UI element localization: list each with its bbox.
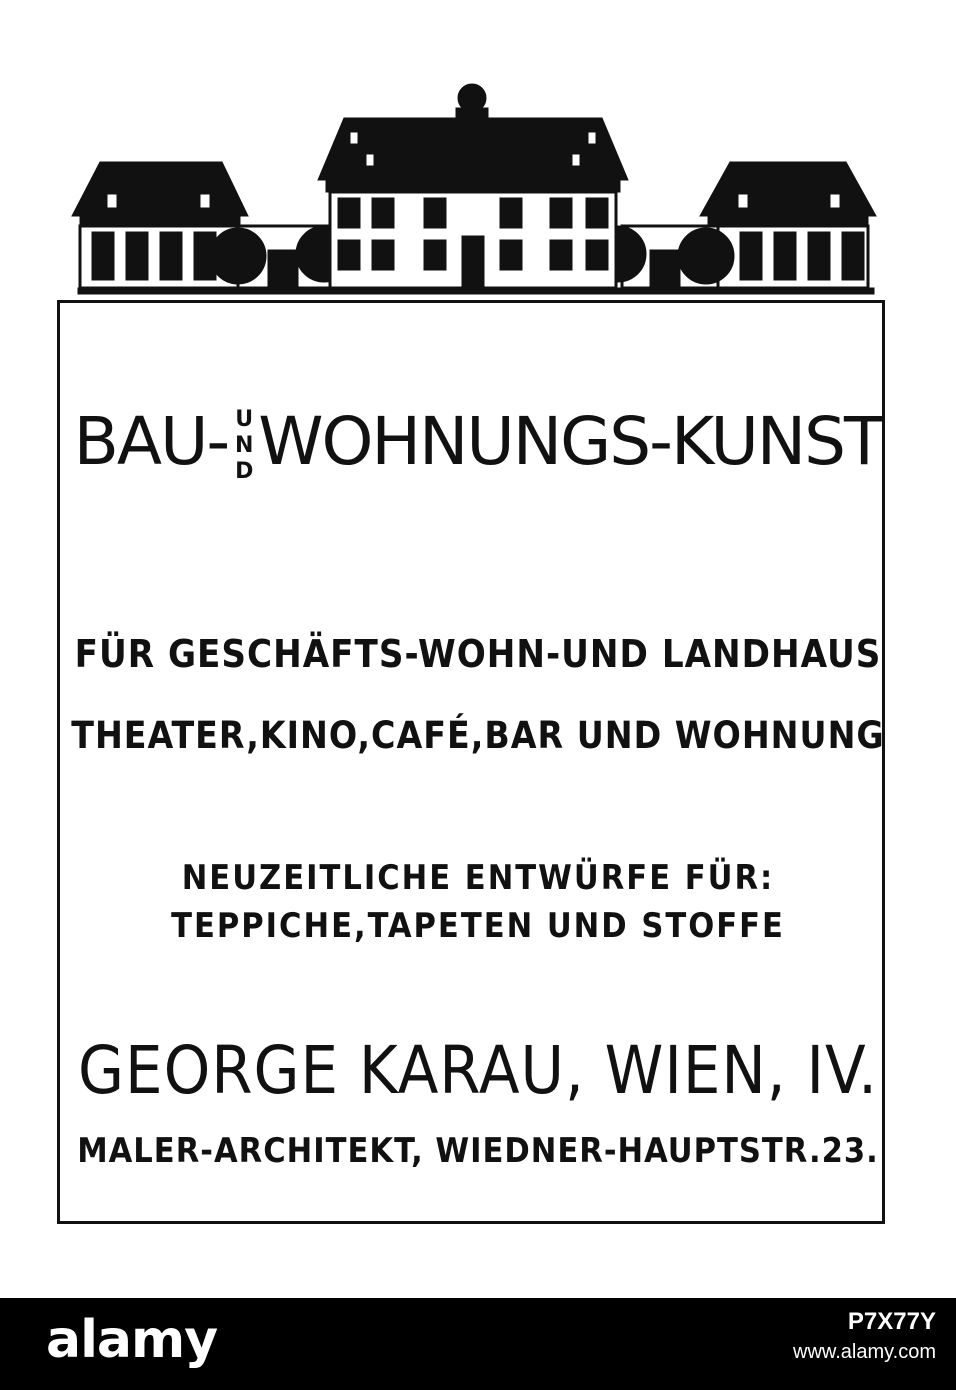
headline-right: WOHNUNGS-KUNST: [258, 403, 883, 480]
stock-url: www.alamy.com: [793, 1341, 936, 1363]
services-line-2: THEATER,KINO,CAFÉ,BAR UND WOHNUNG: [71, 714, 885, 757]
services-line-1: FÜR GESCHÄFTS-WOHN-UND LANDHAUS: [74, 632, 882, 676]
palace-illustration: [0, 0, 956, 300]
designs-line-1: NEUZEITLICHE ENTWÜRFE FÜR:: [181, 858, 775, 898]
designs-line-2: TEPPICHE,TAPETEN UND STOFFE: [171, 906, 785, 946]
headline: [0, 352, 956, 532]
stock-watermark-logo: alamy: [46, 1310, 218, 1370]
advertiser-address: MALER-ARCHITEKT, WIEDNER-HAUPTSTR.23.: [77, 1131, 879, 1171]
headline-und: UND: [234, 406, 252, 484]
advertiser-name: GEORGE KARAU, WIEN, IV.: [78, 1032, 878, 1109]
stock-image-info: [793, 1306, 936, 1366]
stock-image-id: P7X77Y: [847, 1308, 936, 1335]
headline-left: BAU-: [73, 403, 229, 480]
